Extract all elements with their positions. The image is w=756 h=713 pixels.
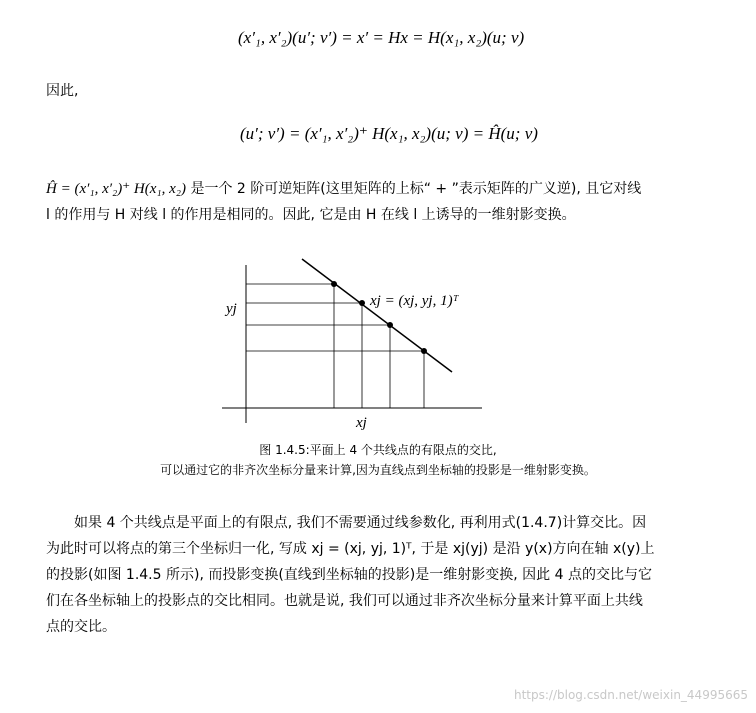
h-hat-definition: Ĥ = (x′₁, x′₂)⁺ H(x₁, x₂) (46, 181, 186, 197)
paragraph-line-1: 如果 4 个共线点是平面上的有限点, 我们不需要通过线参数化, 再利用式(1.4.7)计算交比。因 (74, 515, 647, 531)
paragraph-line-5: 点的交比。 (46, 619, 116, 635)
paragraph-line-4: 们在各坐标轴上的投影点的交比相同。也就是说, 我们可以通过非齐次坐标分量来计算平面上共线 (46, 593, 643, 609)
label-point-xj: xj = (xj, yj, 1)ᵀ (370, 293, 459, 309)
label-xj: xj (356, 415, 367, 431)
body-paragraph (46, 510, 736, 640)
therefore-text: 因此, (46, 83, 79, 99)
definition-line-1 (46, 178, 641, 198)
figure-caption-line-1: 图 1.4.5:平面上 4 个共线点的有限点的交比, (259, 443, 497, 457)
watermark: https://blog.csdn.net/weixin_44995665 (513, 688, 748, 702)
line-l (302, 259, 452, 372)
point-1 (331, 281, 337, 287)
definition-line-1-rest: 是一个 2 阶可逆矩阵(这里矩阵的上标“ + ”表示矩阵的广义逆), 且它对线 (186, 181, 642, 197)
point-4 (421, 348, 427, 354)
paragraph-line-2: 为此时可以将点的第三个坐标归一化, 写成 xj = (xj, yj, 1)ᵀ, 于是 xj(yj) 是沿 y(x)方向在轴 x(y)上 (46, 541, 655, 557)
figure-1-4-5 (210, 255, 510, 435)
label-yj: yj (226, 301, 237, 317)
point-3 (387, 322, 393, 328)
point-2 (359, 300, 365, 306)
equation-1: (x′₁, x′₂)(u′; v′) = x′ = Hx = H(x₁, x₂)(u; v) (238, 28, 525, 47)
figure-caption-line-2: 可以通过它的非齐次坐标分量来计算,因为直线点到坐标轴的投影是一维射影变换。 (160, 463, 596, 477)
paragraph-line-3: 的投影(如图 1.4.5 所示), 而投影变换(直线到坐标轴的投影)是一维射影变换, 因此 4 点的交比与它 (46, 567, 652, 583)
definition-line-2: l 的作用与 H 对线 l 的作用是相同的。因此, 它是由 H 在线 l 上诱导的一维射影变换。 (46, 207, 576, 223)
equation-2: (u′; v′) = (x′₁, x′₂)⁺ H(x₁, x₂)(u; v) = Ĥ(u; v) (240, 124, 538, 143)
